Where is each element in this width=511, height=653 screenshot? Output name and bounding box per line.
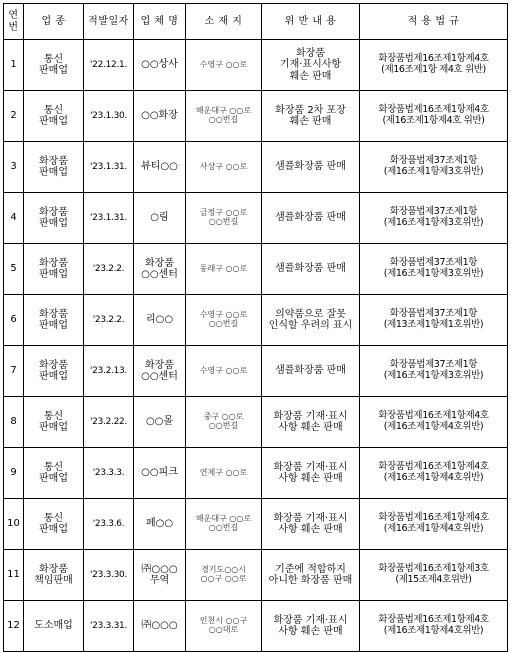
business-type: 통신 판매업 xyxy=(39,512,68,535)
location: 사상구 ○○로 xyxy=(199,161,248,171)
location-cell xyxy=(186,244,262,295)
detection-date-cell xyxy=(84,550,134,601)
detection-date-cell xyxy=(84,601,134,652)
row-number-cell xyxy=(4,346,24,397)
location-cell xyxy=(186,397,262,448)
detection-date-cell xyxy=(84,499,134,550)
violations-table xyxy=(3,3,508,652)
business-type-cell xyxy=(24,346,84,397)
row-number: 1 xyxy=(10,59,17,71)
business-name: ㈜○○○ 무역 xyxy=(141,563,178,586)
violation: 샘플화장품 판매 xyxy=(275,263,346,275)
row-number-cell xyxy=(4,40,24,91)
row-number: 10 xyxy=(7,518,20,530)
row-number: 4 xyxy=(10,212,17,224)
violation-cell xyxy=(262,448,360,499)
detection-date-cell xyxy=(84,295,134,346)
row-number: 11 xyxy=(7,569,20,581)
header-no: 연 번 xyxy=(4,4,24,40)
applicable-law-cell xyxy=(360,448,508,499)
business-name-cell xyxy=(134,397,186,448)
row-number-cell xyxy=(4,499,24,550)
business-name: ○○화장 xyxy=(141,110,178,122)
business-type-cell xyxy=(24,448,84,499)
business-name-cell xyxy=(134,295,186,346)
applicable-law-cell xyxy=(360,91,508,142)
applicable-law-cell xyxy=(360,601,508,652)
row-number: 3 xyxy=(10,161,17,173)
violation-cell xyxy=(262,91,360,142)
header-business: 업 체 명 xyxy=(134,4,186,40)
header-law: 적 용 법 규 xyxy=(360,4,508,40)
location: 수영구 ○○로 ○○번길 xyxy=(199,310,248,328)
violation-cell xyxy=(262,244,360,295)
applicable-law: 화장품법제37조제1항 (제13조제1항제1호위반) xyxy=(383,308,484,330)
detection-date: '23.2.2. xyxy=(92,263,125,274)
business-name-cell xyxy=(134,91,186,142)
business-type-cell xyxy=(24,142,84,193)
detection-date: '23.3.3. xyxy=(92,467,125,478)
table-row xyxy=(4,244,508,295)
detection-date: '23.1.31. xyxy=(90,161,127,172)
business-name: ○○피크 xyxy=(141,467,178,479)
detection-date-cell xyxy=(84,346,134,397)
applicable-law-cell xyxy=(360,295,508,346)
detection-date-cell xyxy=(84,397,134,448)
header-date: 적발일자 xyxy=(84,4,134,40)
table-row xyxy=(4,295,508,346)
row-number-cell xyxy=(4,91,24,142)
applicable-law: 화장품법제37조제1항 (제16조제1항제3호위반) xyxy=(383,257,484,279)
detection-date: '23.3.30. xyxy=(90,569,127,580)
business-type-cell xyxy=(24,550,84,601)
table-row xyxy=(4,346,508,397)
detection-date: '23.2.2. xyxy=(92,314,125,325)
location-cell xyxy=(186,193,262,244)
row-number: 2 xyxy=(10,110,17,122)
violation: 기준에 적합하지 아니한 화장품 판매 xyxy=(268,563,353,586)
violation: 화장품 기재·표시 사항 훼손 판매 xyxy=(273,461,348,484)
business-type-cell xyxy=(24,499,84,550)
violation-cell xyxy=(262,193,360,244)
violation-cell xyxy=(262,397,360,448)
header-violation: 위 반 내 용 xyxy=(262,4,360,40)
location-cell xyxy=(186,295,262,346)
violation-cell xyxy=(262,40,360,91)
business-type: 화장품 판매업 xyxy=(39,359,68,382)
business-name: 화장품 ○○센터 xyxy=(141,359,178,382)
business-type-cell xyxy=(24,397,84,448)
row-number-cell xyxy=(4,244,24,295)
location: 경기도○○시 ○○구 ○○로 xyxy=(200,565,247,583)
business-type-cell xyxy=(24,601,84,652)
applicable-law: 화장품법제16조제1항제4호 (제16조제1항제4호위반) xyxy=(378,461,489,483)
violation: 샘플화장품 판매 xyxy=(275,365,346,377)
business-type: 화장품 판매업 xyxy=(39,155,68,178)
business-name-cell xyxy=(134,244,186,295)
business-name: 뷰티○○ xyxy=(141,161,178,173)
applicable-law: 화장품법제37조제1항 (제16조제1항제3호위반) xyxy=(383,155,484,177)
detection-date: '23.1.30. xyxy=(90,110,127,121)
table-row xyxy=(4,40,508,91)
business-name-cell xyxy=(134,550,186,601)
detection-date-cell xyxy=(84,142,134,193)
table-row xyxy=(4,499,508,550)
business-name-cell xyxy=(134,499,186,550)
location-cell xyxy=(186,142,262,193)
violation-cell xyxy=(262,499,360,550)
applicable-law: 화장품법제16조제1항제4호 (제16조제1항제4호위반) xyxy=(378,512,489,534)
detection-date-cell xyxy=(84,91,134,142)
violation-cell xyxy=(262,142,360,193)
row-number-cell xyxy=(4,193,24,244)
business-type-cell xyxy=(24,91,84,142)
location-cell xyxy=(186,499,262,550)
business-name-cell xyxy=(134,346,186,397)
business-type-cell xyxy=(24,40,84,91)
row-number: 9 xyxy=(10,467,17,479)
business-name: ○림 xyxy=(150,212,169,224)
violation-cell xyxy=(262,295,360,346)
violation: 샘플화장품 판매 xyxy=(275,161,346,173)
applicable-law-cell xyxy=(360,193,508,244)
row-number: 6 xyxy=(10,314,17,326)
detection-date-cell xyxy=(84,40,134,91)
violation-cell xyxy=(262,601,360,652)
location: 수영구 ○○로 xyxy=(199,365,248,375)
business-name: ○○몰 xyxy=(145,416,174,428)
applicable-law: 화장품법제16조제1항제4호 (제16조제1항제4호위반) xyxy=(378,614,489,636)
business-type-cell xyxy=(24,295,84,346)
location: 해운대구 ○○로 ○○번길 xyxy=(195,514,252,532)
business-name-cell xyxy=(134,601,186,652)
location: 금정구 ○○로 ○○번길 xyxy=(199,208,248,226)
violation: 샘플화장품 판매 xyxy=(275,212,346,224)
location: 동래구 ○○로 xyxy=(199,263,248,273)
business-type: 화장품 판매업 xyxy=(39,257,68,280)
business-type: 화장품 판매업 xyxy=(39,308,68,331)
location: 수영구 ○○로 xyxy=(199,59,248,69)
detection-date: '23.2.13. xyxy=(90,365,127,376)
row-number-cell xyxy=(4,550,24,601)
business-name: 페○○ xyxy=(145,518,174,530)
violation: 화장품 기재·표시 사항 훼손 판매 xyxy=(273,512,348,535)
business-name: 화장품 ○○센터 xyxy=(141,257,178,280)
business-type: 도소매업 xyxy=(34,620,73,632)
location-cell xyxy=(186,91,262,142)
table-row xyxy=(4,91,508,142)
applicable-law: 화장품법제37조제1항 (제16조제1항제3호위반) xyxy=(383,359,484,381)
table-row xyxy=(4,193,508,244)
applicable-law: 화장품법제16조제1항제3호 (제15조제4호위반) xyxy=(378,563,489,585)
detection-date-cell xyxy=(84,244,134,295)
table-header-row xyxy=(4,4,508,40)
detection-date: '23.1.31. xyxy=(90,212,127,223)
location-cell xyxy=(186,550,262,601)
table-row xyxy=(4,550,508,601)
violation: 화장품 기재·표시 사항 훼손 판매 xyxy=(273,614,348,637)
business-name: ㈜○○○ xyxy=(141,620,178,632)
row-number-cell xyxy=(4,397,24,448)
business-name-cell xyxy=(134,142,186,193)
row-number: 8 xyxy=(10,416,17,428)
detection-date: '23.3.31. xyxy=(90,620,127,631)
table-row xyxy=(4,601,508,652)
row-number-cell xyxy=(4,295,24,346)
location-cell xyxy=(186,448,262,499)
location: 연제구 ○○로 xyxy=(199,467,248,477)
business-type-cell xyxy=(24,193,84,244)
applicable-law-cell xyxy=(360,346,508,397)
business-type-cell xyxy=(24,244,84,295)
table-row xyxy=(4,142,508,193)
detection-date: '22.12.1. xyxy=(90,59,127,70)
detection-date-cell xyxy=(84,448,134,499)
row-number: 7 xyxy=(10,365,17,377)
location: 중구 ○○로 ○○번길 xyxy=(203,412,244,430)
location: 해운대구 ○○로 ○○번길 xyxy=(195,106,252,124)
detection-date-cell xyxy=(84,193,134,244)
business-type: 통신 판매업 xyxy=(39,410,68,433)
business-type: 통신 판매업 xyxy=(39,461,68,484)
applicable-law: 화장품법제16조제1항제4호 (제16조제1항제4호 위반) xyxy=(378,104,489,126)
business-type: 화장품 판매업 xyxy=(39,206,68,229)
business-name-cell xyxy=(134,193,186,244)
business-name: 리○○ xyxy=(145,314,174,326)
table-row xyxy=(4,397,508,448)
header-type: 업 종 xyxy=(24,4,84,40)
applicable-law-cell xyxy=(360,550,508,601)
applicable-law-cell xyxy=(360,40,508,91)
applicable-law-cell xyxy=(360,397,508,448)
business-type: 화장품 책임판매 xyxy=(34,563,73,586)
row-number-cell xyxy=(4,448,24,499)
violation: 화장품 기재·표시 사항 훼손 판매 xyxy=(273,410,348,433)
row-number: 12 xyxy=(7,620,20,632)
applicable-law-cell xyxy=(360,244,508,295)
applicable-law-cell xyxy=(360,142,508,193)
table-row xyxy=(4,448,508,499)
location-cell xyxy=(186,346,262,397)
violation: 화장품 2차 포장 훼손 판매 xyxy=(275,104,346,127)
violation: 화장품 기재·표시사항 훼손 판매 xyxy=(279,48,342,82)
detection-date: '23.3.6. xyxy=(92,518,125,529)
business-type: 통신 판매업 xyxy=(39,53,68,76)
row-number: 5 xyxy=(10,263,17,275)
location-cell xyxy=(186,601,262,652)
applicable-law-cell xyxy=(360,499,508,550)
detection-date: '23.2.22. xyxy=(90,416,127,427)
location-cell xyxy=(186,40,262,91)
violation-cell xyxy=(262,550,360,601)
business-name-cell xyxy=(134,448,186,499)
business-type: 통신 판매업 xyxy=(39,104,68,127)
violation-cell xyxy=(262,346,360,397)
applicable-law: 화장품법제16조제1항제4호 (제16조제1항제4호위반) xyxy=(378,410,489,432)
business-name: ○○상사 xyxy=(141,59,178,71)
applicable-law: 화장품법제16조제1항제4호 (제16조제1항 제4호 위반) xyxy=(378,53,489,75)
row-number-cell xyxy=(4,601,24,652)
header-location: 소 재 지 xyxy=(186,4,262,40)
business-name-cell xyxy=(134,40,186,91)
row-number-cell xyxy=(4,142,24,193)
violation: 의약품으로 잘못 인식할 우려의 표시 xyxy=(268,308,353,331)
applicable-law: 화장품법제37조제1항 (제16조제1항제3호위반) xyxy=(383,206,484,228)
location: 인천시 ○○구 ○○대로 xyxy=(199,616,248,634)
